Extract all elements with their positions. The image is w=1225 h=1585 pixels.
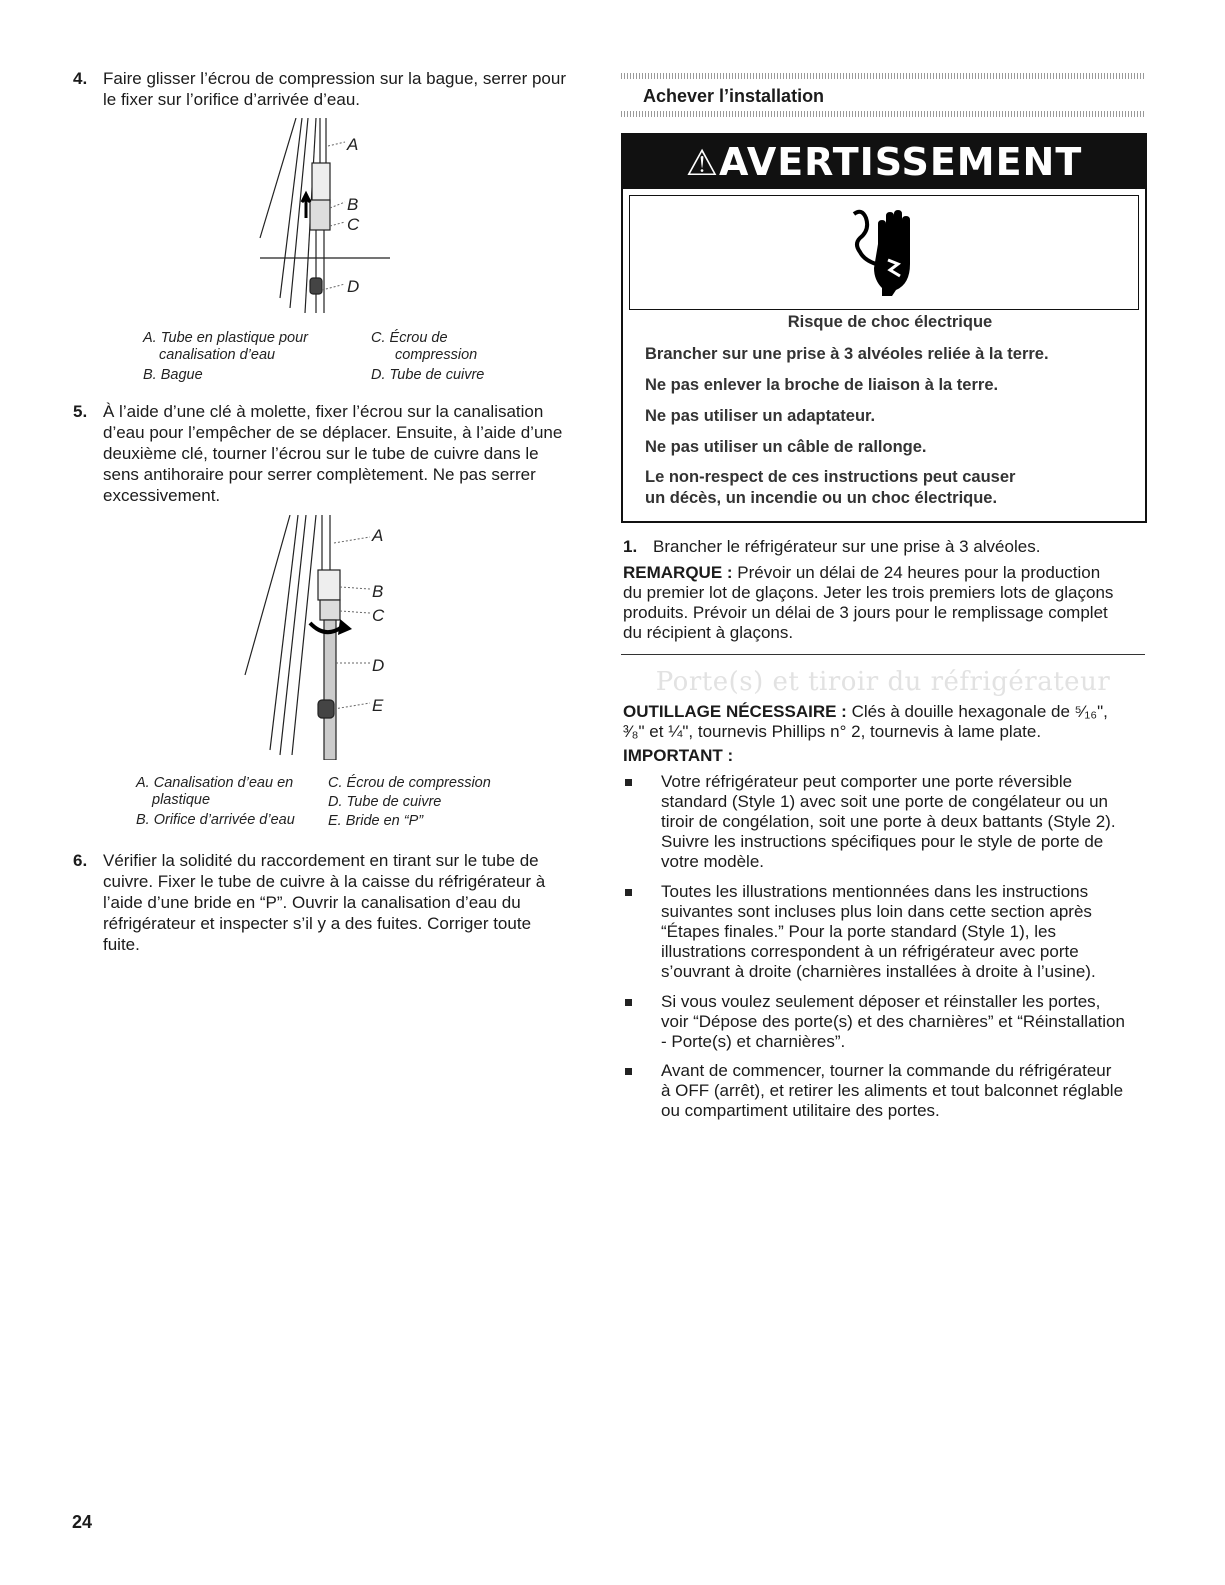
step-text: Faire glisser l’écrou de compression sur la bague, serrer pour le fixer sur l’orifice d’arrivée d’eau. bbox=[103, 69, 566, 109]
page-number: 24 bbox=[72, 1512, 93, 1532]
section-rule-bottom bbox=[621, 111, 1145, 117]
warning-header: ⚠AVERTISSEMENT bbox=[623, 135, 1145, 189]
callout-b: B bbox=[372, 582, 384, 601]
bullet-icon bbox=[625, 999, 632, 1006]
callout-a: A bbox=[372, 526, 384, 545]
callout-d: D bbox=[372, 656, 385, 675]
callout-a: A bbox=[347, 135, 359, 154]
figure-1-legend: A. Tube en plastique pour canalisation d’eau B. Bague C. Écrou de compression D. Tube de cuivre bbox=[143, 330, 485, 383]
figure-compression-nut bbox=[250, 118, 390, 318]
important-label: IMPORTANT : bbox=[623, 746, 734, 765]
step-number: 4. bbox=[73, 69, 88, 88]
figure-2-legend: A. Canalisation d’eau en plastique B. Orifice d’arrivée d’eau C. Écrou de compression D. Tube de cuivre E. Bride en “P” bbox=[136, 775, 491, 829]
warning-icon-panel bbox=[629, 195, 1139, 310]
tools-required: OUTILLAGE NÉCESSAIRE : Clés à douille hexagonale de ⁵⁄₁₆", ³⁄₈" et ¼", tournevis Phillips n° 2, tournevis à lame plate. bbox=[623, 702, 1108, 741]
figure-wrench-tightening bbox=[230, 515, 400, 760]
callout-d: D bbox=[347, 277, 360, 296]
callout-c: C bbox=[347, 215, 360, 234]
bullet-icon bbox=[625, 1068, 632, 1075]
electric-shock-hand-icon bbox=[852, 204, 922, 299]
callout-e: E bbox=[372, 696, 384, 715]
section-title: Achever l’installation bbox=[643, 86, 825, 106]
remarque-note: REMARQUE : Prévoir un délai de 24 heures pour la production du premier lot de glaçons. Jeter les trois premiers lots de glaçons produits. Prévoir un délai de 3 jours pour le remplissage complet du récipient à glaçons. bbox=[623, 563, 1114, 642]
callout-b: B bbox=[347, 195, 359, 214]
warning-triangle-icon: ⚠ bbox=[685, 143, 719, 184]
step-number: 6. bbox=[73, 851, 88, 870]
bullet-icon bbox=[625, 779, 632, 786]
doors-section-title: Porte(s) et tiroir du réfrigérateur bbox=[655, 667, 1111, 697]
step-text: Vérifier la solidité du raccordement en tirant sur le tube de cuivre. Fixer le tube de cuivre à la caisse du réfrigérateur à l’aide d’une bride en “P”. Ouvrir la canalisation d’eau du réfrigérateur et inspecter s’il y a des fuites. Corriger toute fuite. bbox=[103, 851, 546, 954]
callout-c: C bbox=[372, 606, 385, 625]
section-rule-top bbox=[621, 73, 1145, 79]
step-text: À l’aide d’une clé à molette, fixer l’écrou sur la canalisation d’eau pour l’empêcher de se déplacer. Ensuite, à l’aide d’une deuxième clé, tourner l’écrou sur le tube de cuivre dans le sens antihoraire pour serrer complètement. Ne pas serrer excessivement. bbox=[103, 402, 563, 505]
step-number: 5. bbox=[73, 402, 88, 421]
section-divider bbox=[621, 654, 1145, 655]
install-step-1: 1. Brancher le réfrigérateur sur une prise à 3 alvéoles. bbox=[623, 537, 1041, 556]
warning-box: ⚠AVERTISSEMENT Risque de choc électrique Brancher sur une prise à 3 alvéoles reliée à la terre. Ne pas enlever la broche de liaison à la terre. Ne pas utiliser un adaptateur. Ne pas utiliser un câble de rallonge. Le non-respect de ces instructions peut causer un décès, un incendie ou un choc électrique. bbox=[621, 133, 1147, 523]
bullet-icon bbox=[625, 889, 632, 896]
